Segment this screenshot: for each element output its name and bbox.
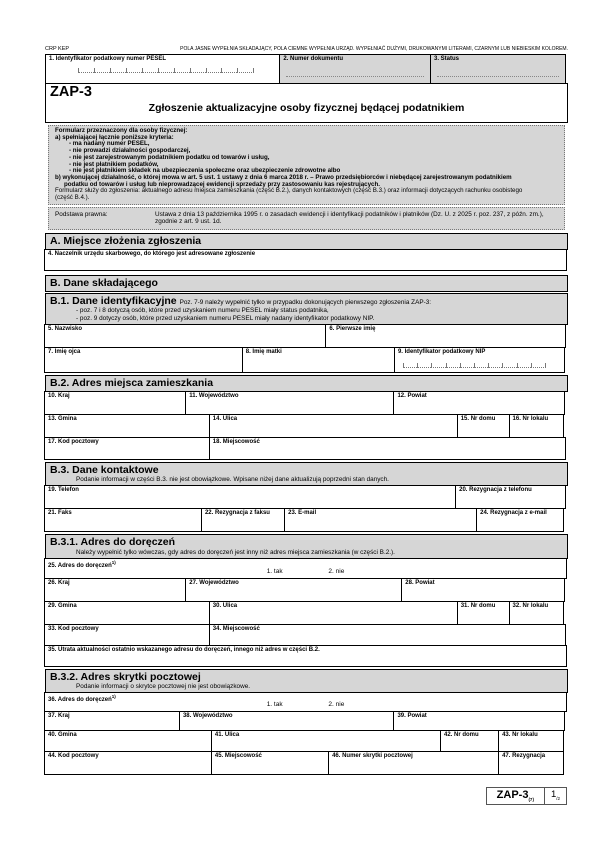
page-total: /2 bbox=[556, 796, 560, 802]
field-9-nip[interactable] bbox=[394, 347, 565, 373]
field-30-ulica[interactable] bbox=[209, 601, 458, 625]
field-12-powiat[interactable] bbox=[393, 391, 565, 415]
section-b31-header bbox=[45, 534, 568, 558]
field-36-adres-do-doreczen[interactable] bbox=[44, 692, 567, 712]
field-39-label: 39. Powiat bbox=[397, 713, 427, 720]
form-row bbox=[45, 250, 568, 271]
field-8-label: 8. Imię matki bbox=[245, 348, 282, 355]
field-24-rezygnacja-email[interactable] bbox=[476, 508, 564, 532]
field-21-faks[interactable] bbox=[44, 508, 202, 532]
form-version: (7) bbox=[528, 797, 534, 803]
footnote-mark: 1) bbox=[111, 694, 116, 700]
section-a-title: A. Miejsce złożenia zgłoszenia bbox=[50, 234, 202, 247]
intro-line: - nie jest płatnikiem podatków, bbox=[69, 160, 159, 168]
field-17-kod-pocztowy[interactable] bbox=[44, 437, 210, 460]
field-15-nr-domu[interactable] bbox=[457, 414, 510, 438]
field-45-miejscowosc[interactable] bbox=[211, 751, 329, 775]
section-b1-note: Poz. 7-9 należy wypełnić tylko w przypadku dokonujących pierwszego zgłoszenia ZAP-3: bbox=[179, 299, 432, 307]
field-27-label: 27. Województwo bbox=[189, 579, 239, 586]
field-43-nr-lokalu[interactable] bbox=[498, 730, 564, 752]
field-15-label: 15. Nr domu bbox=[460, 415, 496, 422]
field-35-utrata-aktualnosci[interactable] bbox=[44, 645, 567, 667]
field-7-imie-ojca[interactable] bbox=[44, 347, 243, 373]
option-tak[interactable]: 1. tak bbox=[266, 567, 283, 575]
field-23-label: 23. E-mail bbox=[288, 510, 317, 517]
field-31-nr-domu[interactable] bbox=[457, 601, 510, 625]
intro-line: - nie jest płatnikiem składek na ubezpieczenia społeczne oraz ubezpieczenie zdrowotne albo bbox=[69, 167, 341, 175]
legal-basis-line: zgodnie z art. 9 ust. 1d. bbox=[155, 218, 222, 226]
form-row bbox=[45, 559, 568, 579]
field-23-email[interactable] bbox=[284, 508, 477, 532]
field-37-kraj[interactable] bbox=[44, 711, 180, 731]
field-20-label: 20. Rezygnacja z telefonu bbox=[459, 487, 532, 494]
preheader bbox=[45, 44, 568, 52]
field-42-nr-domu[interactable] bbox=[440, 730, 499, 752]
field-10-kraj[interactable] bbox=[44, 391, 186, 415]
field-13-gmina[interactable] bbox=[44, 414, 210, 438]
field-11-wojewodztwo[interactable] bbox=[185, 391, 394, 415]
section-b1-note: - poz. 7 i 8 dotyczą osób, które przed uzyskaniem numeru PESEL miały status podatnika, bbox=[76, 307, 329, 315]
field-4-label: 4. Naczelnik urzędu skarbowego, do którego jest adresowane zgłoszenie bbox=[48, 250, 256, 257]
field-10-label: 10. Kraj bbox=[48, 392, 70, 399]
form-row bbox=[45, 325, 568, 348]
section-b32-note: Podanie informacji o skrytce pocztowej nie jest obowiązkowe. bbox=[76, 682, 251, 690]
field-28-powiat[interactable] bbox=[401, 578, 565, 602]
office-entry-line bbox=[437, 63, 559, 77]
option-nie[interactable]: 2. nie bbox=[328, 567, 345, 575]
form-row bbox=[45, 415, 568, 438]
title-block bbox=[45, 83, 568, 123]
field-13-label: 13. Gmina bbox=[48, 415, 77, 422]
field-31-label: 31. Nr domu bbox=[460, 602, 496, 609]
field-25-options bbox=[45, 568, 566, 575]
field-1-label: 1. Identyfikator podatkowy numer PESEL bbox=[49, 56, 167, 62]
section-b1-note: - poz. 9 dotyczy osób, które przed uzyskaniem numeru PESEL miały nadany identyfikator podatkowy NIP. bbox=[76, 314, 375, 322]
field-11-label: 11. Województwo bbox=[189, 392, 239, 399]
field-12-label: 12. Powiat bbox=[397, 392, 427, 399]
field-4-naczelnik[interactable] bbox=[44, 249, 567, 271]
field-26-kraj[interactable] bbox=[44, 578, 186, 602]
field-18-miejscowosc[interactable] bbox=[209, 437, 566, 460]
field-35-label: 35. Utrata aktualności ostatnio wskazanego adresu do doręczeń, innego niż adres w części B.2. bbox=[48, 646, 320, 653]
field-9-label: 9. Identyfikator podatkowy NIP bbox=[397, 348, 486, 355]
form-row bbox=[45, 693, 568, 712]
field-33-label: 33. Kod pocztowy bbox=[48, 625, 99, 632]
field-29-label: 29. Gmina bbox=[48, 602, 77, 609]
intro-line: Formularz służy do zgłoszenia: aktualnego adresu miejsca zamieszkania (część B.2.), danych kontaktowych (część B.3.) oraz informacji dotyczących rachunku osobistego bbox=[55, 187, 523, 195]
intro-instructions bbox=[48, 125, 565, 205]
field-5-nazwisko[interactable] bbox=[44, 324, 326, 348]
option-tak[interactable]: 1. tak bbox=[266, 701, 283, 709]
form-row bbox=[45, 438, 568, 460]
field-46-numer-skrytki[interactable] bbox=[328, 751, 499, 775]
pesel-digit-comb[interactable] bbox=[78, 68, 254, 73]
page-footer bbox=[45, 787, 567, 805]
legal-basis-line: Ustawa z dnia 13 października 1995 r. o zasadach ewidencji i identyfikacji podatników i płatników (Dz. U. z 2025 r. poz. 237, z późn. zm.), bbox=[155, 210, 544, 218]
field-25-label: 25. Adres do doręczeń$^{1)}$ bbox=[48, 559, 116, 569]
header-row bbox=[45, 54, 568, 84]
footer-form-code: ZAP-$3_{(7)}$ bbox=[486, 787, 545, 805]
field-38-wojewodztwo[interactable] bbox=[179, 711, 394, 731]
field-6-pierwsze-imie[interactable] bbox=[325, 324, 566, 348]
field-16-label: 16. Nr lokalu bbox=[512, 415, 549, 422]
legal-basis-text bbox=[155, 211, 544, 226]
field-32-nr-lokalu[interactable] bbox=[509, 601, 564, 625]
intro-line: Formularz przeznaczony dla osoby fizycznej: bbox=[55, 127, 188, 134]
field-38-label: 38. Województwo bbox=[182, 713, 233, 720]
field-40-gmina[interactable] bbox=[44, 730, 212, 752]
intro-line: b) wykonującej działalność, o której mowa w art. 5 ust. 1 ustawy z dnia 6 marca 2018 r. – Prawo przedsiębiorców i niebędącej zarejestrowanym podatnikiem bbox=[55, 173, 512, 181]
field-45-label: 45. Miejscowość bbox=[214, 753, 262, 760]
intro-line: a) spełniającej łącznie poniższe kryteria: bbox=[55, 133, 174, 141]
fill-instruction: POLA JASNE WYPEŁNIA SKŁADAJĄCY, POLA CIEMNE WYPEŁNIA URZĄD. WYPEŁNIAĆ DUŻYMI, DRUKOWANYMI LITERAMI, CZARNYM LUB NIEBIESKIM KOLOREM. bbox=[180, 46, 568, 52]
form-page bbox=[45, 44, 568, 805]
section-b32-header bbox=[45, 669, 568, 693]
section-b3-title: B.3. Dane kontaktowe bbox=[50, 463, 159, 476]
intro-line: - nie prowadzi działalności gospodarczej, bbox=[69, 147, 191, 155]
field-2-label: 2. Numer dokumentu bbox=[283, 56, 344, 62]
field-47-rezygnacja[interactable] bbox=[498, 751, 564, 775]
field-19-telefon[interactable] bbox=[44, 485, 456, 509]
section-b2-header bbox=[45, 375, 568, 392]
field-44-label: 44. Kod pocztowy bbox=[48, 753, 99, 760]
section-b1-title: B.1. Dane identyfikacyjne bbox=[50, 295, 177, 308]
field-14-label: 14. Ulica bbox=[212, 415, 238, 422]
field-37-label: 37. Kraj bbox=[48, 713, 70, 720]
field-30-label: 30. Ulica bbox=[212, 602, 238, 609]
form-row bbox=[45, 579, 568, 602]
field-3-status bbox=[430, 54, 566, 84]
field-14-ulica[interactable] bbox=[209, 414, 458, 438]
registry-label: CRP KEP bbox=[45, 46, 70, 52]
field-32-label: 32. Nr lokalu bbox=[512, 602, 549, 609]
option-nie[interactable]: 2. nie bbox=[328, 701, 345, 709]
section-b-header bbox=[45, 275, 568, 292]
field-33-kod-pocztowy[interactable] bbox=[44, 624, 210, 646]
field-44-kod-pocztowy[interactable] bbox=[44, 751, 212, 775]
field-22-rezygnacja-faks[interactable] bbox=[201, 508, 285, 532]
field-22-label: 22. Rezygnacja z faksu bbox=[204, 510, 270, 517]
field-42-label: 42. Nr domu bbox=[443, 732, 479, 739]
footnote-mark: 1) bbox=[111, 559, 116, 565]
field-40-label: 40. Gmina bbox=[48, 732, 77, 739]
legal-basis-label: Podstawa prawna: bbox=[55, 210, 108, 218]
field-19-label: 19. Telefon bbox=[48, 487, 79, 494]
field-7-label: 7. Imię ojca bbox=[48, 348, 81, 355]
section-b31-title: B.3.1. Adres do doręczeń bbox=[50, 536, 176, 549]
form-row bbox=[45, 731, 568, 752]
field-16-nr-lokalu[interactable] bbox=[509, 414, 564, 438]
field-5-label: 5. Nazwisko bbox=[48, 325, 83, 332]
form-row bbox=[45, 348, 568, 373]
field-47-label: 47. Rezygnacja bbox=[502, 753, 546, 760]
section-b1-header bbox=[45, 293, 568, 325]
field-36-options bbox=[45, 701, 566, 708]
field-28-label: 28. Powiat bbox=[405, 579, 435, 586]
form-title: Zgłoszenie aktualizacyjne osoby fizycznej będącej podatnikiem bbox=[148, 101, 465, 114]
field-26-label: 26. Kraj bbox=[48, 579, 70, 586]
form-row bbox=[45, 486, 568, 509]
form-row bbox=[45, 392, 568, 415]
field-25-adres-do-doreczen[interactable] bbox=[44, 558, 567, 579]
legal-basis bbox=[48, 207, 565, 230]
section-b3-header bbox=[45, 462, 568, 486]
form-row bbox=[45, 752, 568, 775]
form-row bbox=[45, 625, 568, 646]
form-row bbox=[45, 712, 568, 731]
field-8-imie-matki[interactable] bbox=[242, 347, 395, 373]
field-6-label: 6. Pierwsze imię bbox=[329, 325, 376, 332]
section-b3-note: Podanie informacji w części B.3. nie jest obowiązkowe. Wpisane niżej dane aktualizują poprzedni stan danych. bbox=[76, 476, 389, 484]
field-39-powiat[interactable] bbox=[393, 711, 565, 731]
field-36-label: 36. Adres do doręczeń$^{1)}$ bbox=[48, 694, 116, 704]
field-41-ulica[interactable] bbox=[211, 730, 441, 752]
office-entry-line bbox=[286, 63, 424, 77]
section-b32-title: B.3.2. Adres skrytki pocztowej bbox=[50, 670, 201, 683]
field-21-label: 21. Faks bbox=[48, 510, 72, 517]
section-b-title: B. Dane składającego bbox=[50, 276, 158, 289]
field-2-numer-dokumentu bbox=[279, 54, 431, 84]
field-41-label: 41. Ulica bbox=[214, 732, 240, 739]
intro-line: podatku od towarów i usług lub nieprowadzącej ewidencji sprzedaży przy zastosowaniu kas rejestrujących. bbox=[64, 180, 380, 188]
form-row bbox=[45, 509, 568, 532]
field-17-label: 17. Kod pocztowy bbox=[48, 438, 99, 445]
field-34-label: 34. Miejscowość bbox=[212, 625, 260, 632]
field-24-label: 24. Rezygnacja z e-mail bbox=[480, 510, 547, 517]
form-code: ZAP-3 bbox=[50, 84, 92, 100]
section-b2-title: B.2. Adres miejsca zamieszkania bbox=[50, 376, 214, 389]
intro-line: (część B.4.). bbox=[55, 194, 90, 202]
footer-page-indicator: $1_{/2}$ bbox=[544, 787, 567, 805]
field-46-label: 46. Numer skrytki pocztowej bbox=[332, 753, 413, 760]
field-3-label: 3. Status bbox=[434, 56, 460, 62]
nip-digit-comb[interactable] bbox=[403, 363, 546, 368]
form-row bbox=[45, 646, 568, 667]
field-18-label: 18. Miejscowość bbox=[212, 438, 260, 445]
field-27-wojewodztwo[interactable] bbox=[185, 578, 402, 602]
section-a-header bbox=[45, 233, 568, 250]
field-20-rezygnacja-telefon[interactable] bbox=[455, 485, 566, 509]
field-29-gmina[interactable] bbox=[44, 601, 210, 625]
intro-line: - nie jest zarejestrowanym podatnikiem podatku od towarów i usług, bbox=[69, 153, 270, 161]
field-43-label: 43. Nr lokalu bbox=[502, 732, 538, 739]
field-1-pesel[interactable] bbox=[45, 54, 280, 84]
field-34-miejscowosc[interactable] bbox=[209, 624, 566, 646]
intro-line: - ma nadany numer PESEL, bbox=[69, 140, 150, 148]
section-b31-note: Należy wypełnić tylko wówczas, gdy adres do doręczeń jest inny niż adres miejsca zamieszkania (w części B.2.). bbox=[76, 548, 395, 556]
form-row bbox=[45, 602, 568, 625]
